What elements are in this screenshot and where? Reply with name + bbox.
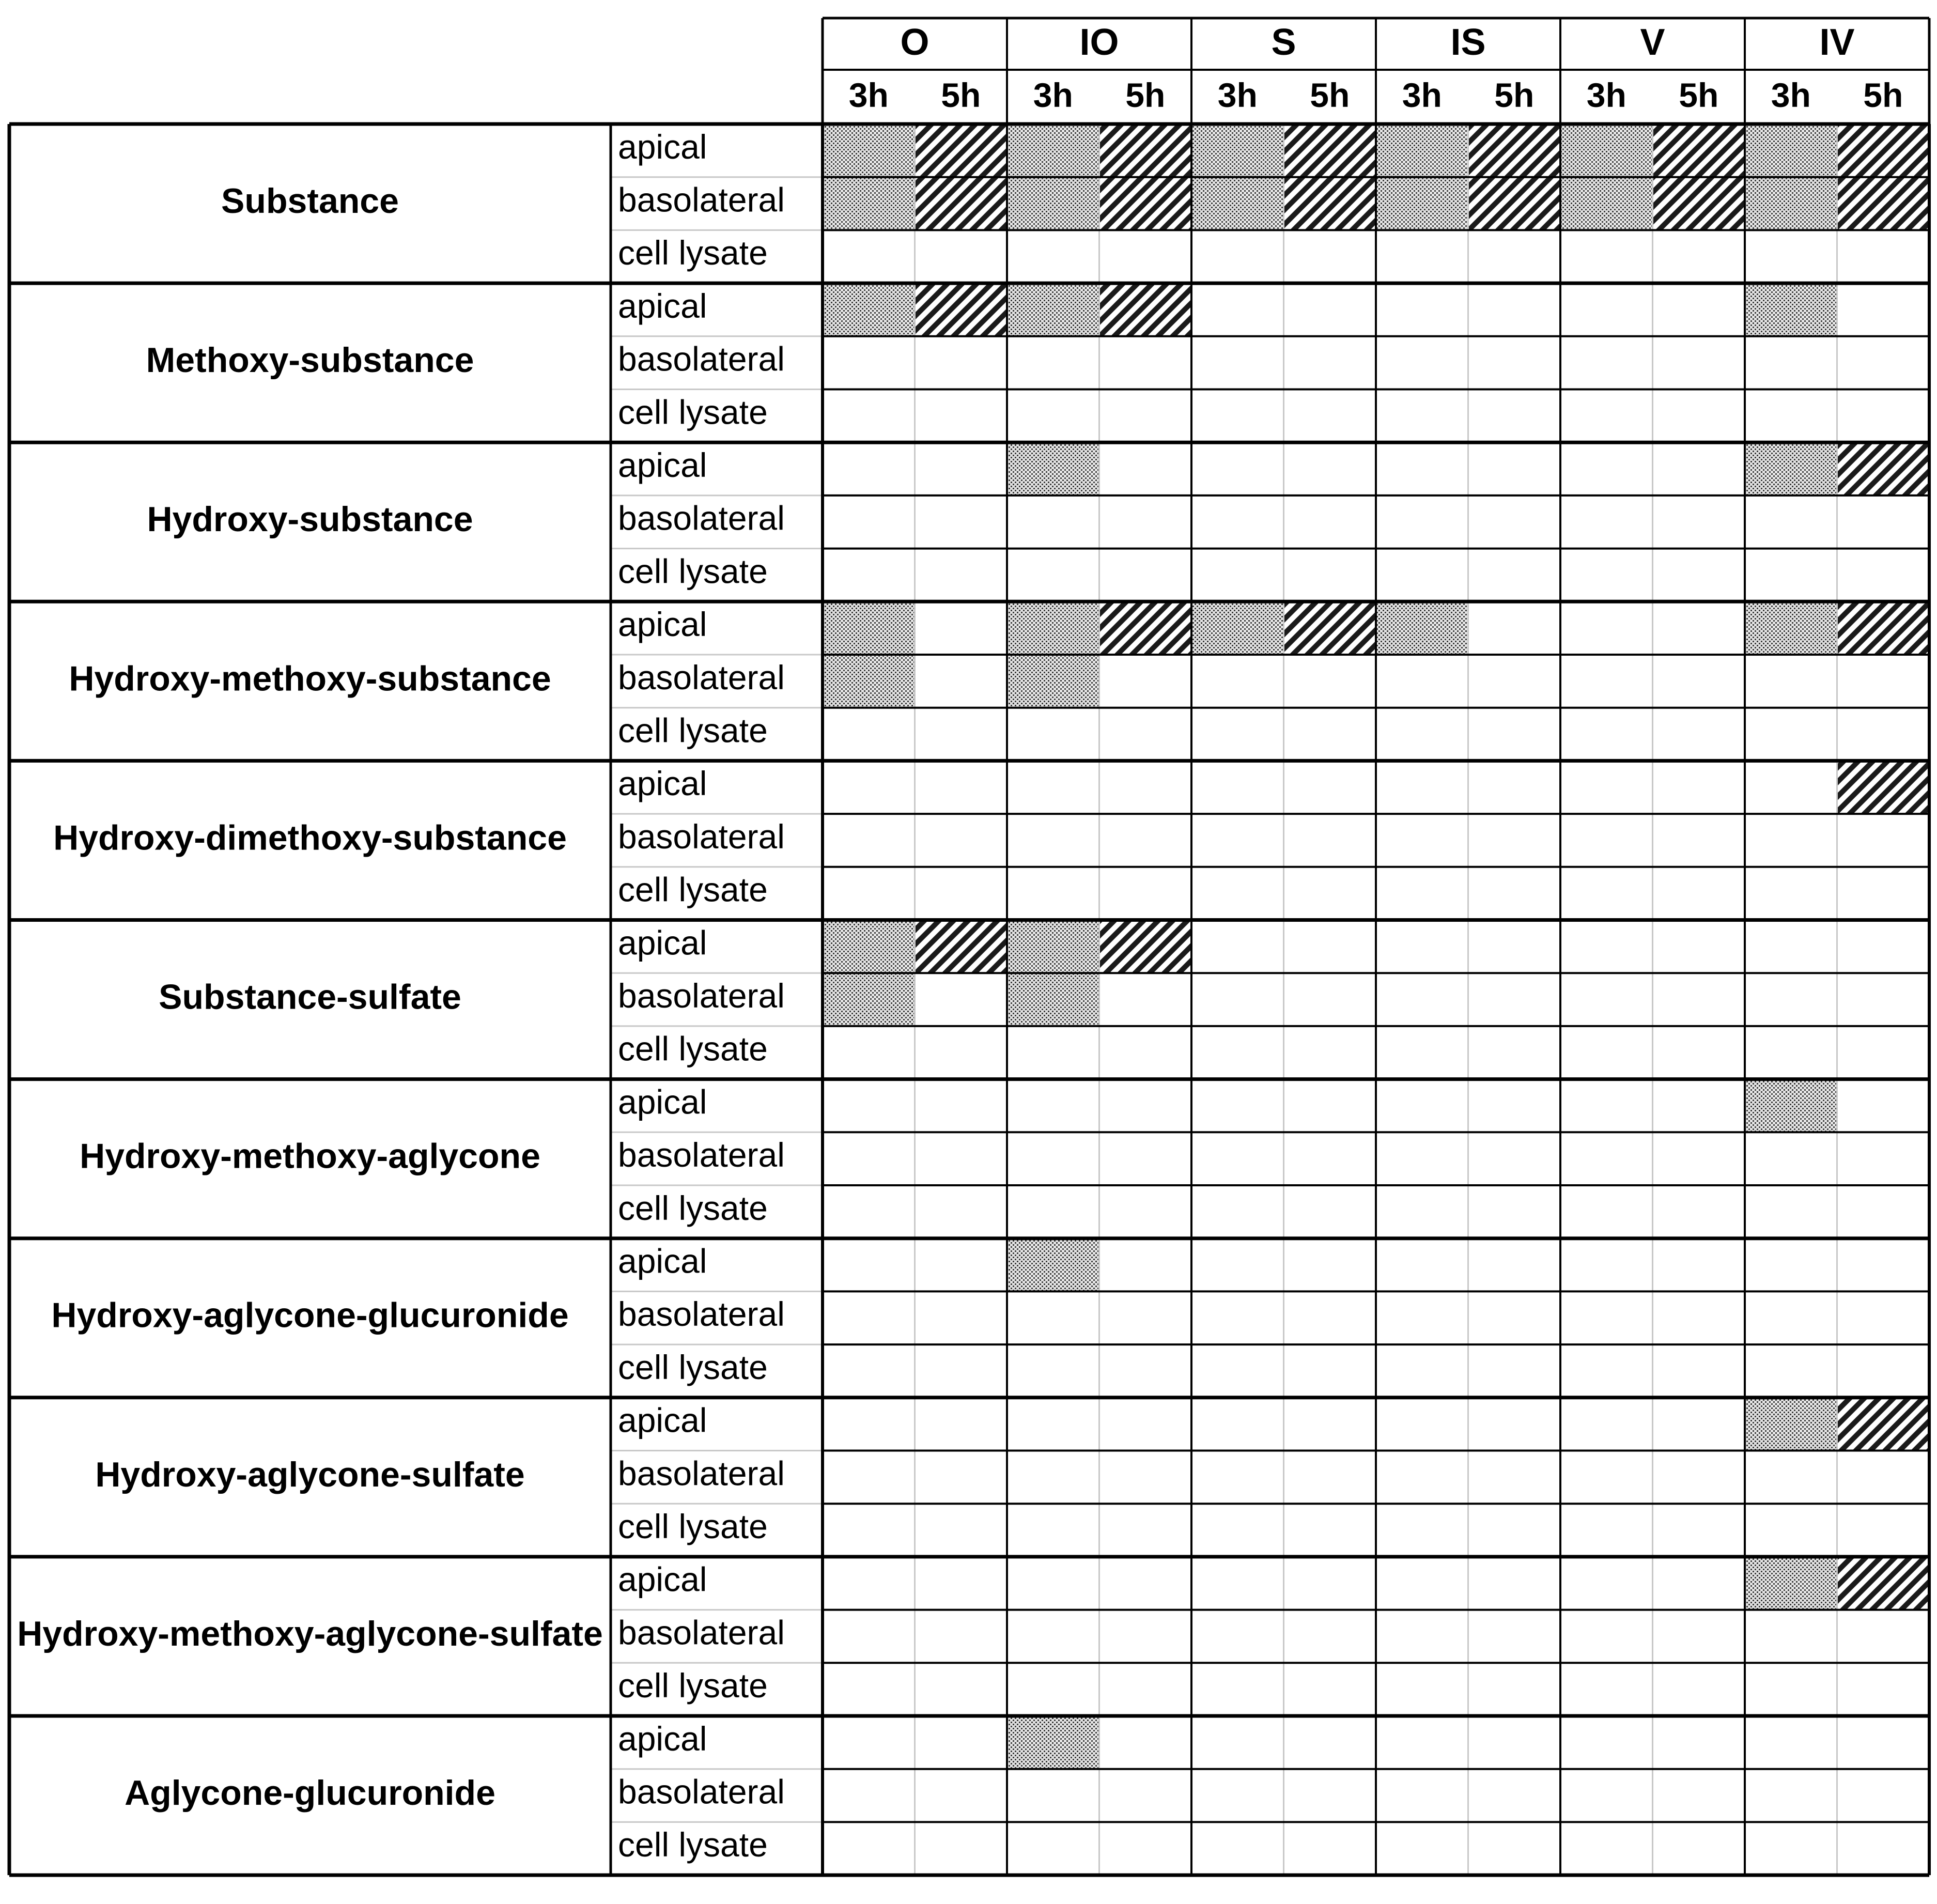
detected-cell [1007,442,1099,496]
detected-cell [1837,442,1930,496]
compound-name: Hydroxy-methoxy-substance [69,659,551,699]
detected-cell [1007,920,1099,973]
detected-cell [823,177,915,230]
time-header: 5h [1125,75,1166,114]
group-header: IV [1819,22,1855,64]
detected-cell [1745,1398,1837,1451]
detected-cell [1284,124,1376,177]
location-label: cell lysate [618,393,768,431]
detected-cell [915,920,1008,973]
compound-name: Hydroxy-methoxy-aglycone [80,1136,540,1176]
location-label: basolateral [618,658,785,696]
location-label: cell lysate [618,1666,768,1705]
compound-name: Hydroxy-methoxy-aglycone-sulfate [17,1614,603,1653]
location-label: basolateral [618,1454,785,1493]
detected-cell [823,124,915,177]
time-header: 5h [1494,75,1535,114]
location-label: basolateral [618,976,785,1015]
detected-cell [1468,124,1561,177]
time-header: 3h [1586,75,1626,114]
location-label: cell lysate [618,870,768,909]
time-header: 3h [1033,75,1073,114]
detected-cell [915,177,1008,230]
detected-cell [1099,283,1192,336]
detected-cell [823,920,915,973]
location-label: cell lysate [618,711,768,750]
detected-cell [1745,1079,1837,1133]
detected-cell [1007,283,1099,336]
detected-cell [1745,442,1837,496]
detected-cell [1745,177,1837,230]
time-header: 5h [1863,75,1903,114]
detected-cell [1007,1239,1099,1292]
time-header: 5h [1679,75,1719,114]
detected-cell [1653,124,1745,177]
time-header: 5h [941,75,981,114]
location-label: cell lysate [618,1825,768,1864]
detected-cell [1007,655,1099,708]
group-header: S [1271,22,1296,64]
location-label: apical [618,1242,707,1280]
time-header: 3h [848,75,889,114]
detected-cell [1745,124,1837,177]
group-header: V [1640,22,1665,64]
time-header: 3h [1402,75,1442,114]
compound-name: Hydroxy-dimethoxy-substance [53,818,567,858]
location-label: apical [618,1401,707,1439]
detected-cell [1007,1716,1099,1769]
detected-cell [1099,124,1192,177]
location-label: basolateral [618,499,785,537]
time-header: 5h [1310,75,1350,114]
compound-name: Hydroxy-aglycone-glucuronide [51,1295,569,1335]
detected-cell [1376,601,1468,655]
compound-name: Aglycone-glucuronide [125,1773,495,1813]
location-label: basolateral [618,1772,785,1811]
location-label: apical [618,286,707,325]
time-header: 3h [1217,75,1258,114]
location-label: apical [618,1560,707,1599]
compound-name: Hydroxy-substance [147,500,473,539]
detected-cell [1837,601,1930,655]
time-header: 3h [1771,75,1811,114]
detected-cell [1745,601,1837,655]
detected-cell [1560,124,1653,177]
location-label: apical [618,445,707,484]
location-label: cell lysate [618,1348,768,1386]
detected-cell [1745,283,1837,336]
compound-name: Substance [221,181,399,221]
detected-cell [1007,124,1099,177]
location-label: apical [618,764,707,803]
location-label: cell lysate [618,1507,768,1545]
detected-cell [1837,177,1930,230]
detected-cell [1837,124,1930,177]
compound-name: Hydroxy-aglycone-sulfate [95,1454,525,1494]
group-header: IO [1079,22,1119,64]
detected-cell [1191,177,1284,230]
location-label: apical [618,923,707,962]
detected-cell [1837,1398,1930,1451]
detected-cell [1653,177,1745,230]
detected-cell [1560,177,1653,230]
detected-cell [1376,124,1468,177]
detected-cell [1191,601,1284,655]
location-label: cell lysate [618,1188,768,1227]
detected-cell [823,601,915,655]
detected-cell [823,973,915,1026]
location-label: basolateral [618,1613,785,1652]
detected-cell [1099,177,1192,230]
location-label: basolateral [618,339,785,378]
detected-cell [1191,124,1284,177]
detected-cell [1099,601,1192,655]
detected-cell [1468,177,1561,230]
location-label: cell lysate [618,1029,768,1068]
detected-cell [1745,1557,1837,1610]
location-label: apical [618,605,707,644]
location-label: apical [618,1082,707,1121]
compound-name: Methoxy-substance [146,340,474,380]
detected-cell [1007,973,1099,1026]
detected-cell [915,124,1008,177]
location-label: basolateral [618,1136,785,1174]
group-header: O [900,22,929,64]
faint-gridlines [611,124,1837,1875]
detected-cell [823,655,915,708]
detected-cell [1284,177,1376,230]
detected-cell [1007,601,1099,655]
group-header: IS [1450,22,1486,64]
location-label: basolateral [618,180,785,219]
location-label: apical [618,127,707,166]
detected-cell [1837,761,1930,814]
detected-cell [1284,601,1376,655]
detected-cell [915,283,1008,336]
compound-name: Substance-sulfate [159,977,461,1017]
location-label: basolateral [618,817,785,856]
detected-cell [823,283,915,336]
detected-cell [1376,177,1468,230]
detected-cell [1007,177,1099,230]
location-label: basolateral [618,1295,785,1334]
location-label: apical [618,1719,707,1758]
detected-cell [1099,920,1192,973]
location-label: cell lysate [618,234,768,272]
location-label: cell lysate [618,552,768,591]
detected-cell [1837,1557,1930,1610]
